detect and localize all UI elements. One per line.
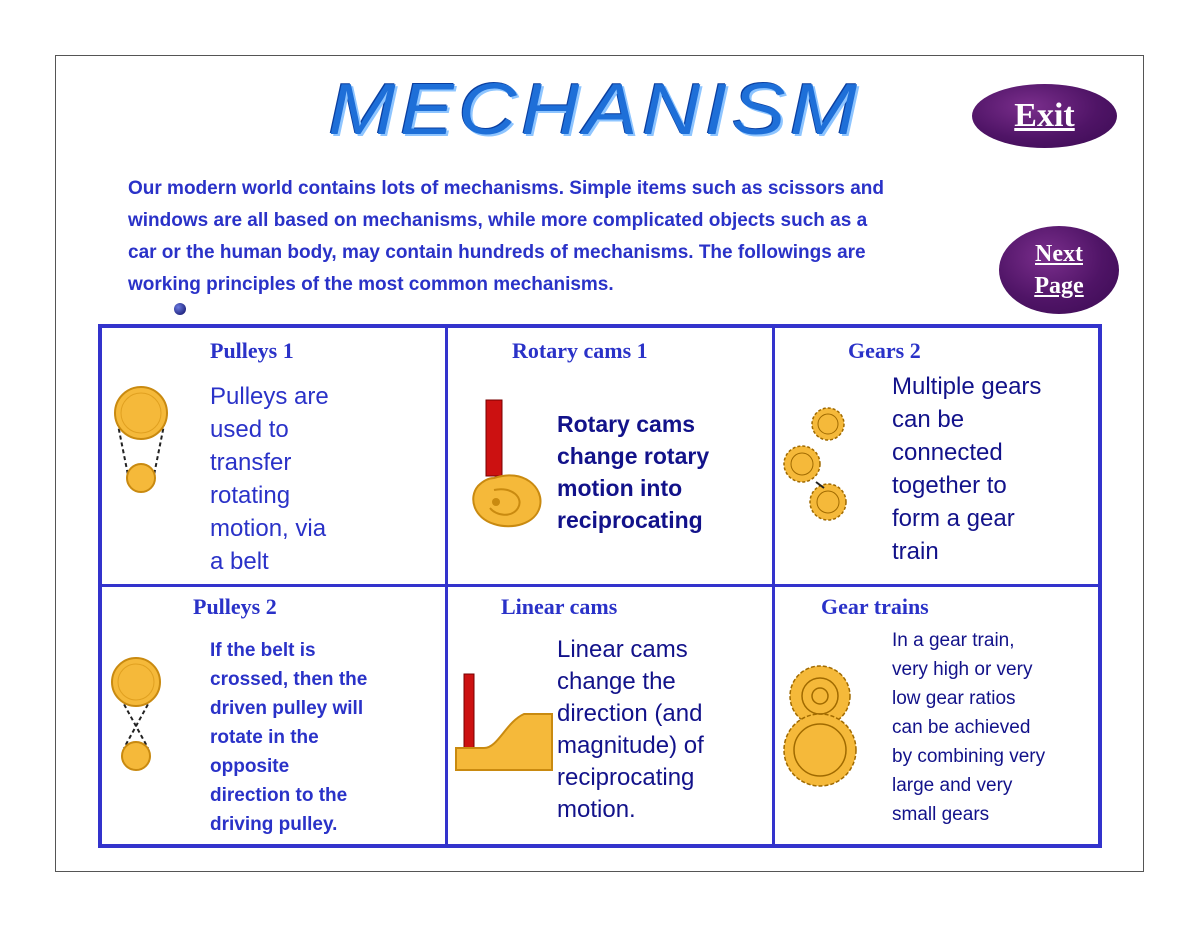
pulleys1-line: a belt: [210, 548, 269, 575]
pulleys1-text: [210, 380, 329, 578]
pulleys1-line: transfer: [210, 449, 292, 476]
pulleys2-line: rotate in the: [210, 727, 319, 748]
linear-cams-line: direction (and: [557, 700, 703, 727]
linear-cams-line: change the: [557, 668, 676, 695]
pulleys2-line: crossed, then the: [210, 669, 368, 690]
pulleys2-line: driven pulley will: [210, 698, 364, 719]
gears2-line: train: [892, 538, 939, 565]
gear-trains-line: small gears: [892, 804, 990, 825]
intro-line-2: windows are all based on mechanisms, while more complicated objects such as a: [128, 210, 868, 231]
gears2-text: [892, 370, 1041, 568]
pulleys2-line: If the belt is: [210, 640, 316, 661]
next-label-line1: Next: [1035, 241, 1083, 267]
rotary-cams1-line: motion into: [557, 475, 683, 501]
linear-cams-line: magnitude) of: [557, 732, 704, 759]
rotary-cam-icon: [464, 398, 554, 538]
gears2-line: together to: [892, 472, 1007, 499]
linear-cams-line: motion.: [557, 796, 636, 823]
linear-cams-line: reciprocating: [557, 764, 695, 791]
gear-icon: [778, 398, 858, 530]
crossed-pulley-icon: [108, 656, 164, 776]
linear-cams-line: Linear cams: [557, 636, 688, 663]
gear-trains-title[interactable]: Gear trains: [821, 594, 929, 619]
pulleys2-title[interactable]: Pulleys 2: [193, 594, 277, 619]
pulleys2-line: driving pulley.: [210, 814, 338, 835]
rotary-cams1-line: Rotary cams: [557, 411, 696, 437]
intro-paragraph: [128, 173, 1028, 301]
gear-trains-line: In a gear train,: [892, 630, 1015, 651]
gears2-line: can be: [892, 406, 965, 433]
gear-train-icon: [780, 660, 862, 790]
pulleys2-text: [210, 636, 367, 839]
linear-cam-icon: [454, 670, 554, 774]
gear-trains-text: [892, 626, 1045, 829]
next-page-button-label: [1034, 238, 1083, 302]
rotary-cams1-line: change rotary: [557, 443, 710, 469]
exit-button[interactable]: [972, 84, 1117, 148]
bullet-icon: [174, 303, 186, 315]
pulleys1-line: rotating: [210, 482, 291, 509]
pulleys1-title[interactable]: Pulleys 1: [210, 338, 294, 363]
gear-trains-line: large and very: [892, 775, 1013, 796]
page-title: MECHANISM: [328, 70, 862, 150]
intro-line-4: working principles of the most common mechanisms.: [128, 274, 614, 295]
grid-divider-h: [102, 584, 1098, 587]
intro-line-1: Our modern world contains lots of mechanisms. Simple items such as scissors and: [128, 178, 884, 199]
exit-button-label: Exit: [1014, 97, 1075, 134]
next-label-line2: Page: [1034, 273, 1084, 299]
gear-trains-line: can be achieved: [892, 717, 1031, 738]
pulleys2-line: direction to the: [210, 785, 348, 806]
gears2-title[interactable]: Gears 2: [848, 338, 921, 363]
gears2-line: Multiple gears: [892, 373, 1042, 400]
rotary-cams1-title[interactable]: Rotary cams 1: [512, 338, 648, 363]
title-banner: [270, 70, 920, 150]
gear-trains-line: by combining very: [892, 746, 1046, 767]
rotary-cams1-line: reciprocating: [557, 507, 703, 533]
gear-trains-line: very high or very: [892, 659, 1033, 680]
gear-trains-line: low gear ratios: [892, 688, 1016, 709]
pulleys1-line: used to: [210, 416, 289, 443]
pulleys1-line: Pulleys are: [210, 383, 329, 410]
linear-cams-text: [557, 634, 704, 826]
pulleys2-line: opposite: [210, 756, 290, 777]
linear-cams-title[interactable]: Linear cams: [501, 594, 618, 619]
pulley-icon: [108, 385, 174, 497]
gears2-line: connected: [892, 439, 1003, 466]
intro-line-3: car or the human body, may contain hundreds of mechanisms. The followings are: [128, 242, 866, 263]
rotary-cams1-text: [557, 408, 709, 536]
pulleys1-line: motion, via: [210, 515, 327, 542]
gears2-line: form a gear: [892, 505, 1015, 532]
